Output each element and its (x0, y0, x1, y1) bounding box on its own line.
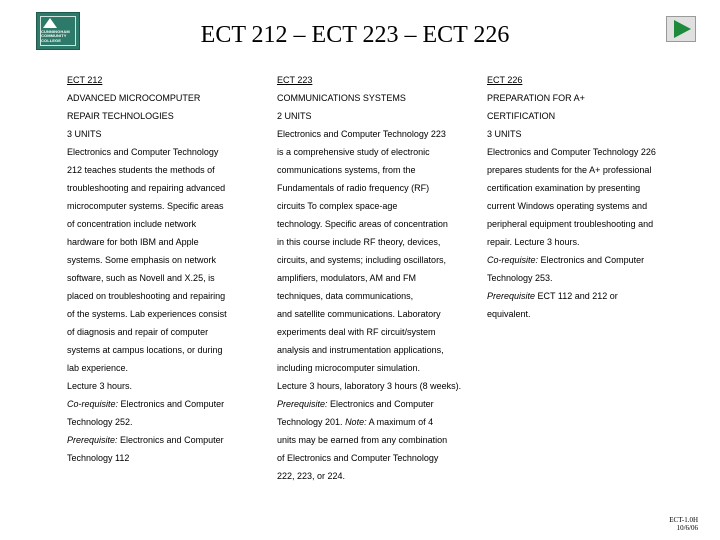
prereq-text: Electronics and Computer (327, 399, 434, 409)
description-line: microcomputer systems. Specific areas (67, 201, 224, 211)
description-line: prepares students for the A+ professional (487, 165, 652, 175)
course-column-ect223 (277, 75, 467, 489)
description-line: circuits, and systems; including oscillators, (277, 255, 447, 265)
prereq-label: Prerequisite (487, 291, 536, 301)
description-line: of Electronics and Computer Technology (277, 453, 439, 463)
description-line: repair. Lecture 3 hours. (487, 237, 580, 247)
coreq-line (67, 399, 267, 417)
description-line: technology. Specific areas of concentration (277, 219, 448, 229)
coreq-label: Co-requisite: (487, 255, 539, 265)
prereq-line-2: equivalent. (487, 309, 531, 319)
prereq-line (487, 291, 687, 309)
description-line: systems. Some emphasis on network (67, 255, 217, 265)
prereq-line-2b: A maximum of 4 (366, 417, 434, 427)
prereq-label: Prerequisite: (277, 399, 328, 409)
coreq-text: Electronics and Computer (118, 399, 225, 409)
prereq-line-2a: Technology 201. (277, 417, 346, 427)
description-line: 212 teaches students the methods of (67, 165, 215, 175)
description-line: experiments deal with RF circuit/system (277, 327, 436, 337)
description-line: analysis and instrumentation applications, (277, 345, 444, 355)
page-title: ECT 212 – ECT 223 – ECT 226 (200, 22, 510, 48)
description-line: is a comprehensive study of electronic (277, 147, 430, 157)
prereq-line (67, 435, 267, 453)
description-line: troubleshooting and repairing advanced (67, 183, 226, 193)
description-line: circuits To complex space-age (277, 201, 398, 211)
coreq-line-2: Technology 253. (487, 273, 553, 283)
description-line: PREPARATION FOR A+ (487, 93, 585, 103)
description-line: units may be earned from any combination (277, 435, 448, 445)
description-line: 3 UNITS (67, 129, 102, 139)
description-line: Electronics and Computer Technology 226 (487, 147, 656, 157)
next-slide-button[interactable] (666, 16, 696, 42)
course-column-ect212 (67, 75, 267, 471)
description-line: of the systems. Lab experiences consist (67, 309, 227, 319)
description-line: Electronics and Computer Technology 223 (277, 129, 446, 139)
description-line: COMMUNICATIONS SYSTEMS (277, 93, 406, 103)
footer-date: 10/6/06 (676, 524, 698, 532)
prereq-label: Prerequisite: (67, 435, 118, 445)
description-line: Electronics and Computer Technology (67, 147, 219, 157)
description-line: 2 UNITS (277, 111, 312, 121)
description-line: including microcomputer simulation. (277, 363, 421, 373)
description-line: in this course include RF theory, devices, (277, 237, 441, 247)
description-line: of diagnosis and repair of computer (67, 327, 209, 337)
course-heading: ECT 212 (67, 75, 103, 85)
description-line: 222, 223, or 224. (277, 471, 346, 481)
description-line: placed on troubleshooting and repairing (67, 291, 226, 301)
footer-code: ECT-1.0H (669, 516, 698, 524)
prereq-text: Electronics and Computer (117, 435, 224, 445)
description-line: Lecture 3 hours. (67, 381, 133, 391)
course-column-ect226 (487, 75, 687, 327)
course-heading: ECT 223 (277, 75, 313, 85)
coreq-text: Electronics and Computer (538, 255, 645, 265)
description-line: of concentration include network (67, 219, 197, 229)
coreq-label: Co-requisite: (67, 399, 119, 409)
coreq-line-2: Technology 252. (67, 417, 133, 427)
description-line: CERTIFICATION (487, 111, 556, 121)
prereq-line-2: Technology 112 (67, 453, 130, 463)
slide-footer (669, 516, 698, 532)
description-line: lab experience. (67, 363, 129, 373)
course-heading: ECT 226 (487, 75, 523, 85)
description-line: Fundamentals of radio frequency (RF) (277, 183, 430, 193)
logo-text: CUNNINGHAM COMMUNITY COLLEGE (41, 29, 70, 43)
prereq-line (277, 399, 467, 417)
description-line: ADVANCED MICROCOMPUTER (67, 93, 201, 103)
description-line: techniques, data communications, (277, 291, 414, 301)
description-line: REPAIR TECHNOLOGIES (67, 111, 174, 121)
play-triangle-icon (667, 17, 695, 41)
description-line: amplifiers, modulators, AM and FM (277, 273, 417, 283)
description-line: systems at campus locations, or during (67, 345, 223, 355)
note-label: Note: (345, 417, 367, 427)
description-line: 3 UNITS (487, 129, 522, 139)
description-line: communications systems, from the (277, 165, 416, 175)
description-line: peripheral equipment troubleshooting and (487, 219, 654, 229)
prereq-line-2 (277, 417, 467, 435)
lecture-line: Lecture 3 hours, laboratory 3 hours (8 weeks). (277, 381, 462, 391)
description-line: certification examination by presenting (487, 183, 641, 193)
description-line: hardware for both IBM and Apple (67, 237, 199, 247)
description-line: and satellite communications. Laboratory (277, 309, 441, 319)
description-line: software, such as Novell and X.25, is (67, 273, 215, 283)
prereq-text: ECT 112 and 212 or (535, 291, 618, 301)
coreq-line (487, 255, 687, 273)
description-line: current Windows operating systems and (487, 201, 648, 211)
